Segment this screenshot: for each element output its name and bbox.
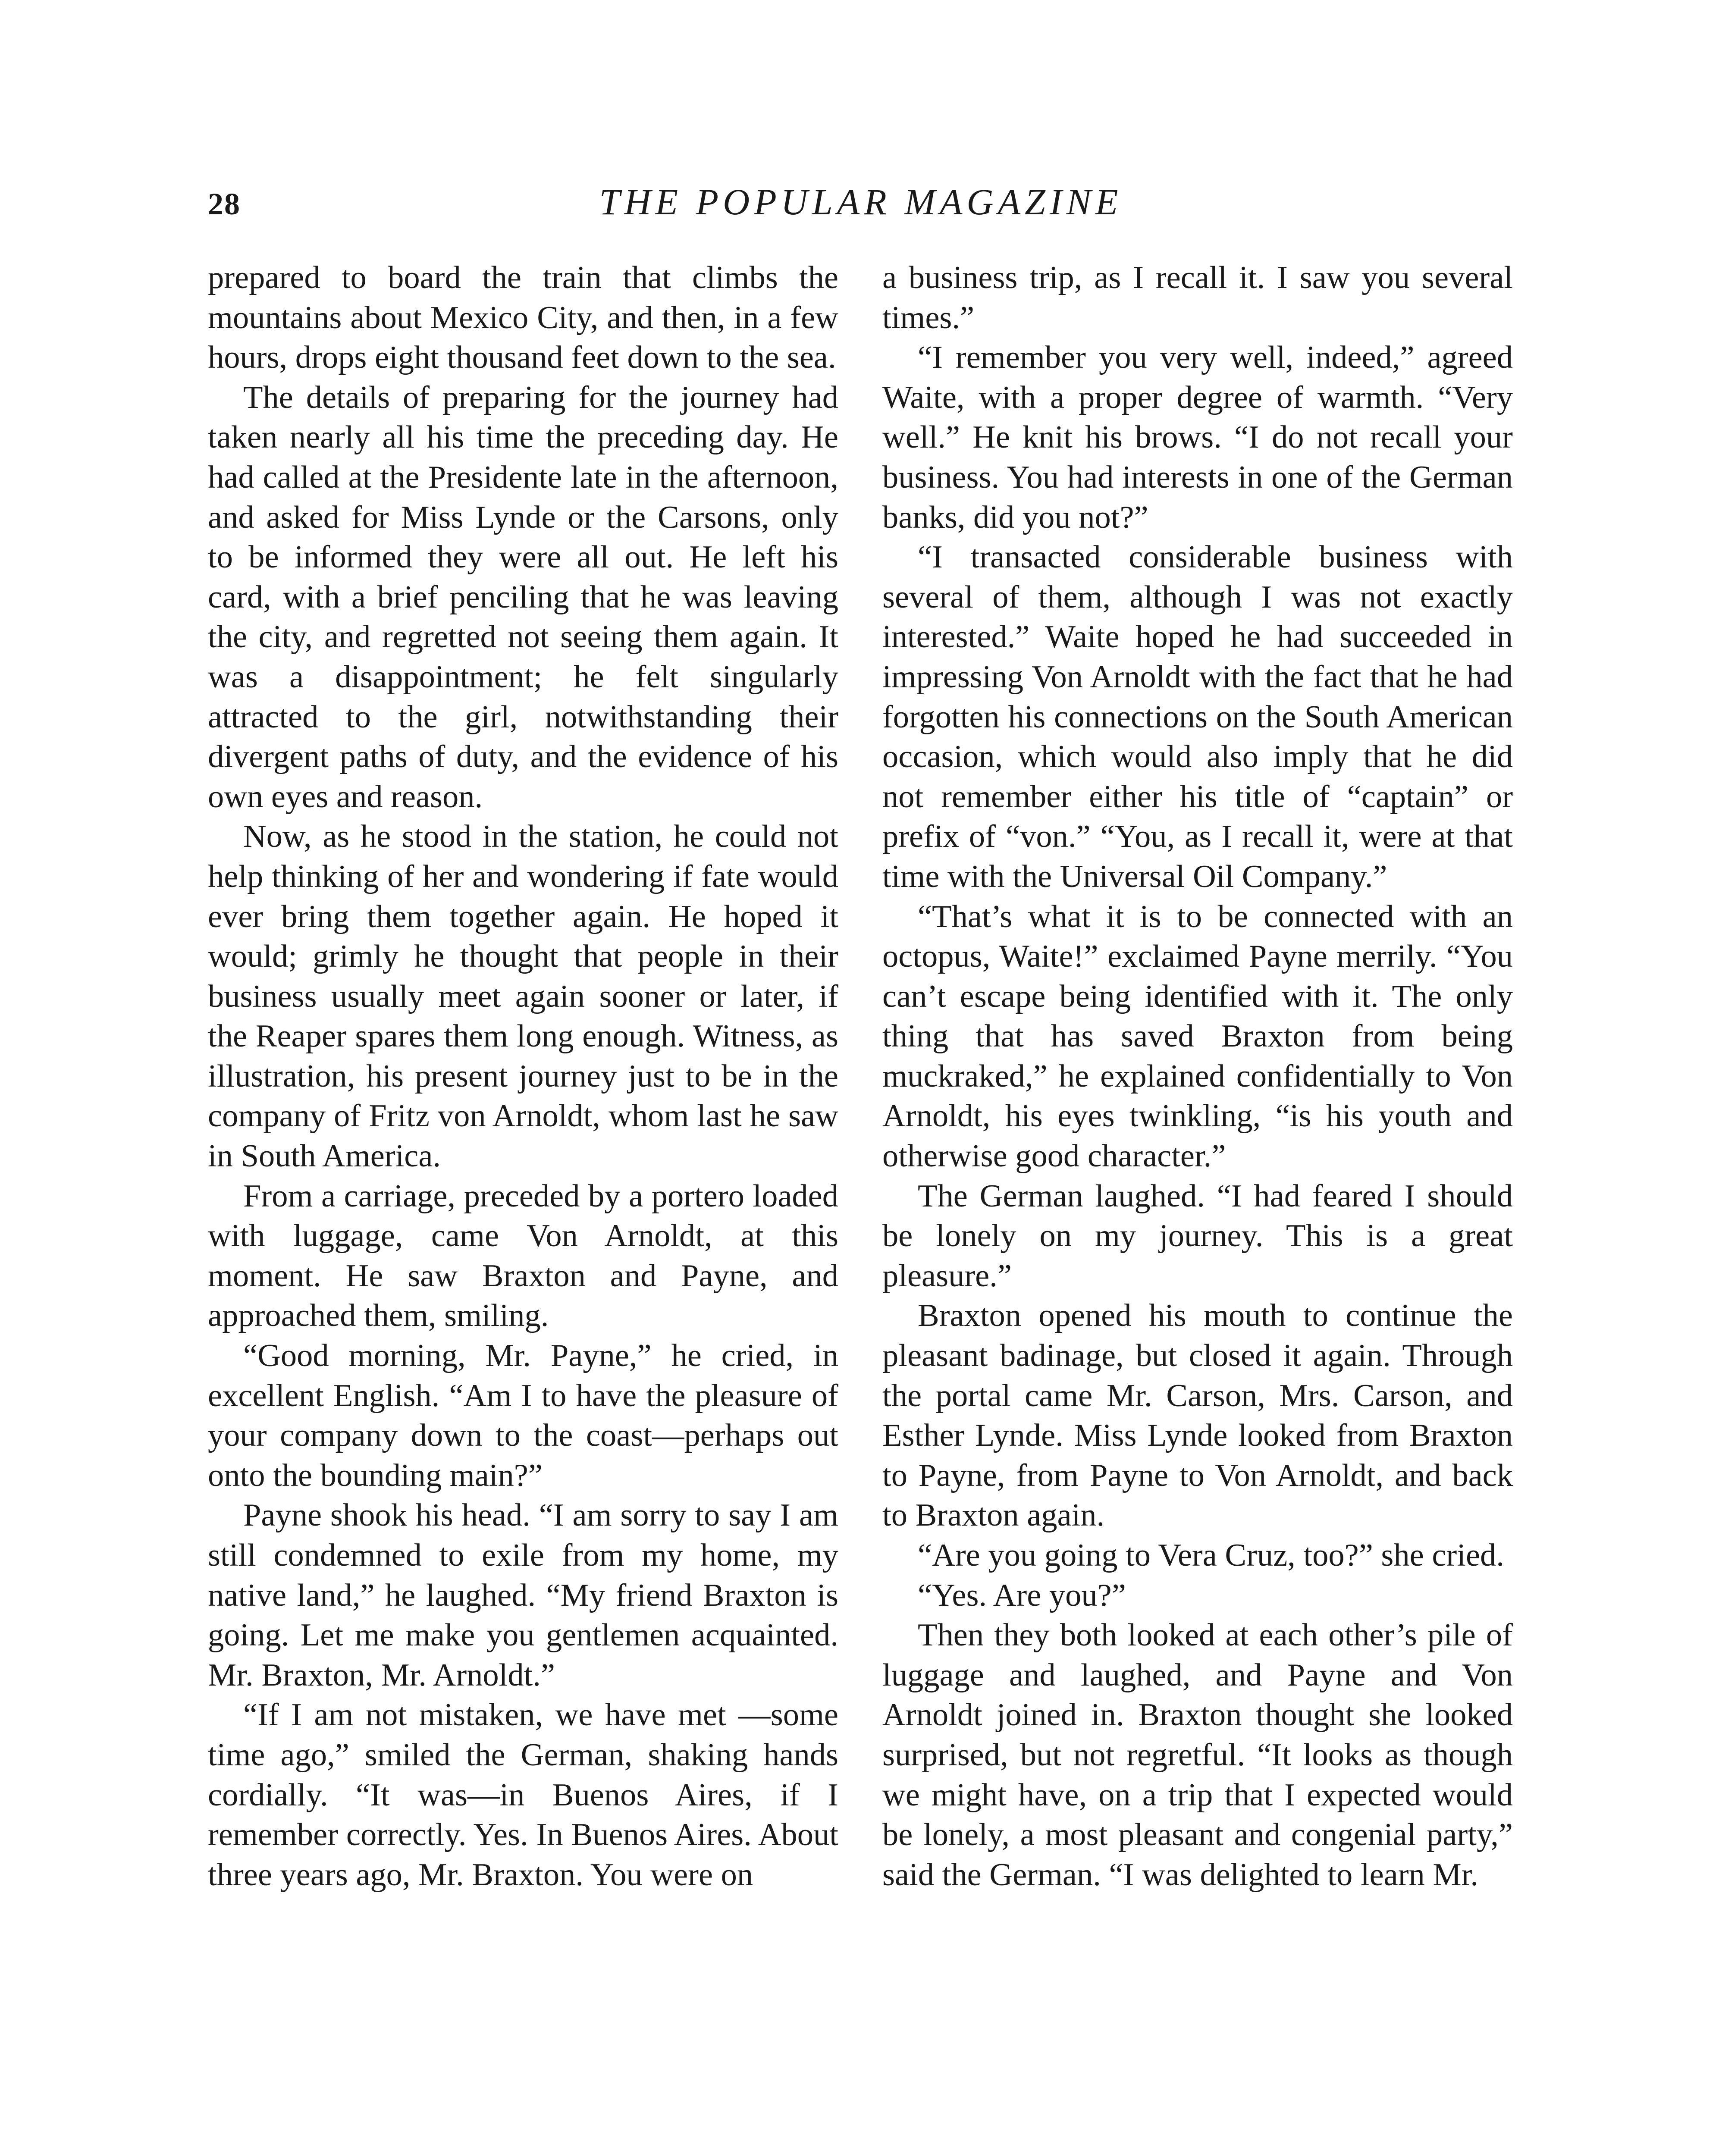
paragraph: prepared to board the train that climbs the mountains about Mexico City, and then, in a few hours, drops eight thousand feet down to the sea. [208, 260, 838, 376]
page-number: 28 [208, 187, 241, 221]
paragraph: The German laughed. “I had feared I should be lonely on my journey. This is a great pleasure.” [882, 1178, 1513, 1294]
paragraph: Payne shook his head. “I am sorry to say I am still condemned to exile from my home, my native land,” he laughed. “My friend Braxton is going. Let me make you gentlemen acquainted. Mr. Braxton, Mr. Arnoldt.” [208, 1498, 838, 1693]
paragraph: “Yes. Are you?” [918, 1577, 1126, 1613]
paragraph: “Good morning, Mr. Payne,” he cried, in excellent English. “Am I to have the pleasure of your company down to the coast—perhaps out onto the bounding main?” [208, 1338, 838, 1493]
paragraph: “I remember you very well, indeed,” agreed Waite, with a proper degree of warmth. “Very well.” He knit his brows. “I do not recall your business. You had interests in one of the German banks, did you not?” [882, 340, 1513, 535]
paragraph: The details of preparing for the journey had taken nearly all his time the preceding day. He had called at the Presidente late in the afternoon, and asked for Miss Lynde or the Carsons, only to be informed they were all out. He left his card, with a brief penciling that he was leaving the city, and regretted not seeing them again. It was a disappointment; he felt singularly attracted to the girl, notwithstanding their divergent paths of duty, and the evidence of his own eyes and reason. [208, 379, 838, 815]
paragraph: “That’s what it is to be connected with an octopus, Waite!” exclaimed Payne merrily. “You can’t escape being identified with it. The only thing that has saved Braxton from being muckraked,” he explained confidentially to Von Arnoldt, his eyes twinkling, “is his youth and otherwise good character.” [882, 899, 1513, 1174]
paragraph: “I transacted considerable business with several of them, although I was not exactly interested.” Waite hoped he had succeeded in impressing Von Arnoldt with the fact that he had forgotten his connections on the South American occasion, which would also imply that he did not remember either his title of “captain” or prefix of “von.” “You, as I recall it, were at that time with the Universal Oil Company.” [882, 539, 1513, 894]
paragraph: Now, as he stood in the station, he could not help thinking of her and wondering if fate would ever bring them together again. He hoped it would; grimly he thought that people in their business usually meet again sooner or later, if the Reaper spares them long enough. Witness, as illustration, his present journey just to be in the company of Fritz von Arnoldt, whom last he saw in South America. [208, 819, 838, 1174]
page-header [208, 180, 1514, 236]
paragraph: “Are you going to Vera Cruz, too?” she cried. [918, 1538, 1504, 1573]
paragraph: Then they both looked at each other’s pile of luggage and laughed, and Payne and Von Arnoldt joined in. Braxton thought she looked surprised, but not regretful. “It looks as though we might have, on a trip that I expected would be lonely, a most pleasant and congenial party,” said the German. “I was delighted to learn Mr. [882, 1617, 1513, 1893]
paragraph: “If I am not mistaken, we have met —some time ago,” smiled the German, shaking hands cordially. “It was—in Buenos Aires, if I remember correctly. Yes. In Buenos Aires. About three years ago, Mr. Braxton. You were on [208, 1697, 838, 1893]
magazine-title: THE POPULAR MAGAZINE [599, 181, 1123, 222]
paragraph: a business trip, as I recall it. I saw you several times.” [882, 260, 1513, 335]
paragraph: From a carriage, preceded by a portero loaded with luggage, came Von Arnoldt, at this moment. He saw Braxton and Payne, and approached them, smiling. [208, 1178, 838, 1334]
right-column [882, 258, 1513, 1895]
paragraph: Braxton opened his mouth to continue the pleasant badinage, but closed it again. Through the portal came Mr. Carson, Mrs. Carson, and Esther Lynde. Miss Lynde looked from Braxton to Payne, from Payne to Von Arnoldt, and back to Braxton again. [882, 1298, 1513, 1533]
left-column [208, 258, 838, 1895]
